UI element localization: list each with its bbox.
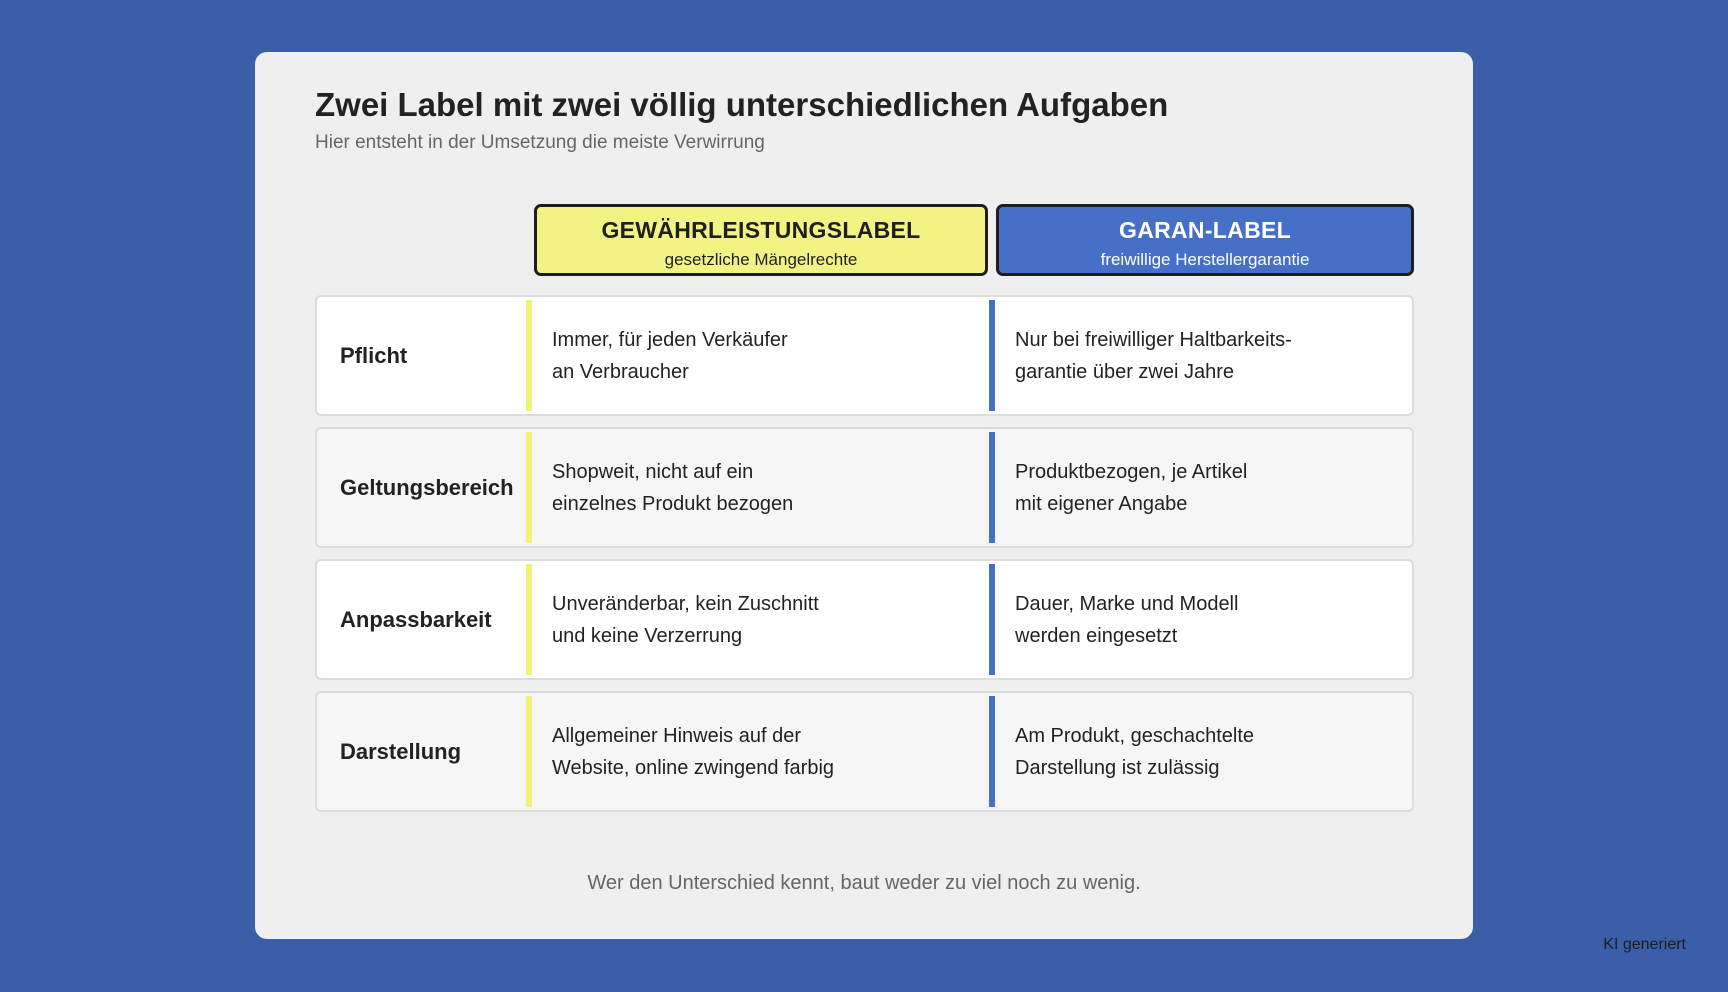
- column-header-garan-label: [996, 204, 1414, 276]
- cell-line: Nur bei freiwilliger Haltbarkeits-: [1015, 328, 1292, 351]
- column-header-name: GEWÄHRLEISTUNGSLABEL: [601, 217, 921, 243]
- cell-line: Unveränderbar, kein Zuschnitt: [552, 592, 819, 615]
- garan-cell: [1015, 429, 1405, 546]
- cell-line: an Verbraucher: [552, 360, 689, 383]
- comparison-row-darstellung: [315, 691, 1414, 812]
- garan-cell: [1015, 693, 1405, 810]
- cell-line: Dauer, Marke und Modell: [1015, 592, 1239, 615]
- page-subtitle: Hier entsteht in der Umsetzung die meiste Verwirrung: [315, 132, 765, 153]
- cell-line: einzelnes Produkt bezogen: [552, 492, 794, 515]
- yellow-accent-bar: [526, 564, 532, 675]
- yellow-accent-bar: [526, 300, 532, 411]
- blue-accent-bar: [989, 300, 995, 411]
- cell-line: mit eigener Angabe: [1015, 492, 1188, 515]
- gewaehrleistung-cell: [552, 297, 972, 414]
- cell-line: Allgemeiner Hinweis auf der: [552, 724, 802, 747]
- cell-line: Darstellung ist zulässig: [1015, 756, 1220, 779]
- row-label: Darstellung: [340, 738, 462, 764]
- comparison-row-anpassbarkeit: [315, 559, 1414, 680]
- garan-cell: [1015, 297, 1405, 414]
- gewaehrleistung-cell: [552, 693, 972, 810]
- column-header-subtitle: freiwillige Herstellergarantie: [1100, 250, 1310, 269]
- cell-line: Immer, für jeden Verkäufer: [552, 328, 788, 351]
- gewaehrleistung-cell: [552, 429, 972, 546]
- column-header-subtitle: gesetzliche Mängelrechte: [664, 250, 858, 269]
- blue-accent-bar: [989, 696, 995, 807]
- cell-line: Shopweit, nicht auf ein: [552, 460, 754, 483]
- column-header-gewaehrleistungslabel: [534, 204, 988, 276]
- cell-line: garantie über zwei Jahre: [1015, 360, 1235, 383]
- garan-cell: [1015, 561, 1405, 678]
- cell-line: werden eingesetzt: [1015, 624, 1178, 647]
- blue-accent-bar: [989, 432, 995, 543]
- cell-line: und keine Verzerrung: [552, 624, 743, 647]
- blue-accent-bar: [989, 564, 995, 675]
- page-title: Zwei Label mit zwei völlig unterschiedlichen Aufgaben: [315, 86, 1169, 123]
- column-header-name: GARAN-LABEL: [1119, 217, 1291, 243]
- comparison-card: [255, 52, 1473, 939]
- cell-line: Am Produkt, geschachtelte: [1015, 724, 1255, 747]
- cell-line: Produktbezogen, je Artikel: [1015, 460, 1248, 483]
- comparison-row-pflicht: [315, 295, 1414, 416]
- row-label: Pflicht: [340, 342, 408, 368]
- ai-generated-badge: KI generiert: [1603, 936, 1686, 953]
- yellow-accent-bar: [526, 432, 532, 543]
- row-label: Anpassbarkeit: [340, 606, 492, 632]
- row-label: Geltungsbereich: [340, 474, 514, 500]
- comparison-row-geltungsbereich: [315, 427, 1414, 548]
- gewaehrleistung-cell: [552, 561, 972, 678]
- footer-note: Wer den Unterschied kennt, baut weder zu viel noch zu wenig.: [587, 872, 1141, 894]
- yellow-accent-bar: [526, 696, 532, 807]
- cell-line: Website, online zwingend farbig: [552, 756, 835, 779]
